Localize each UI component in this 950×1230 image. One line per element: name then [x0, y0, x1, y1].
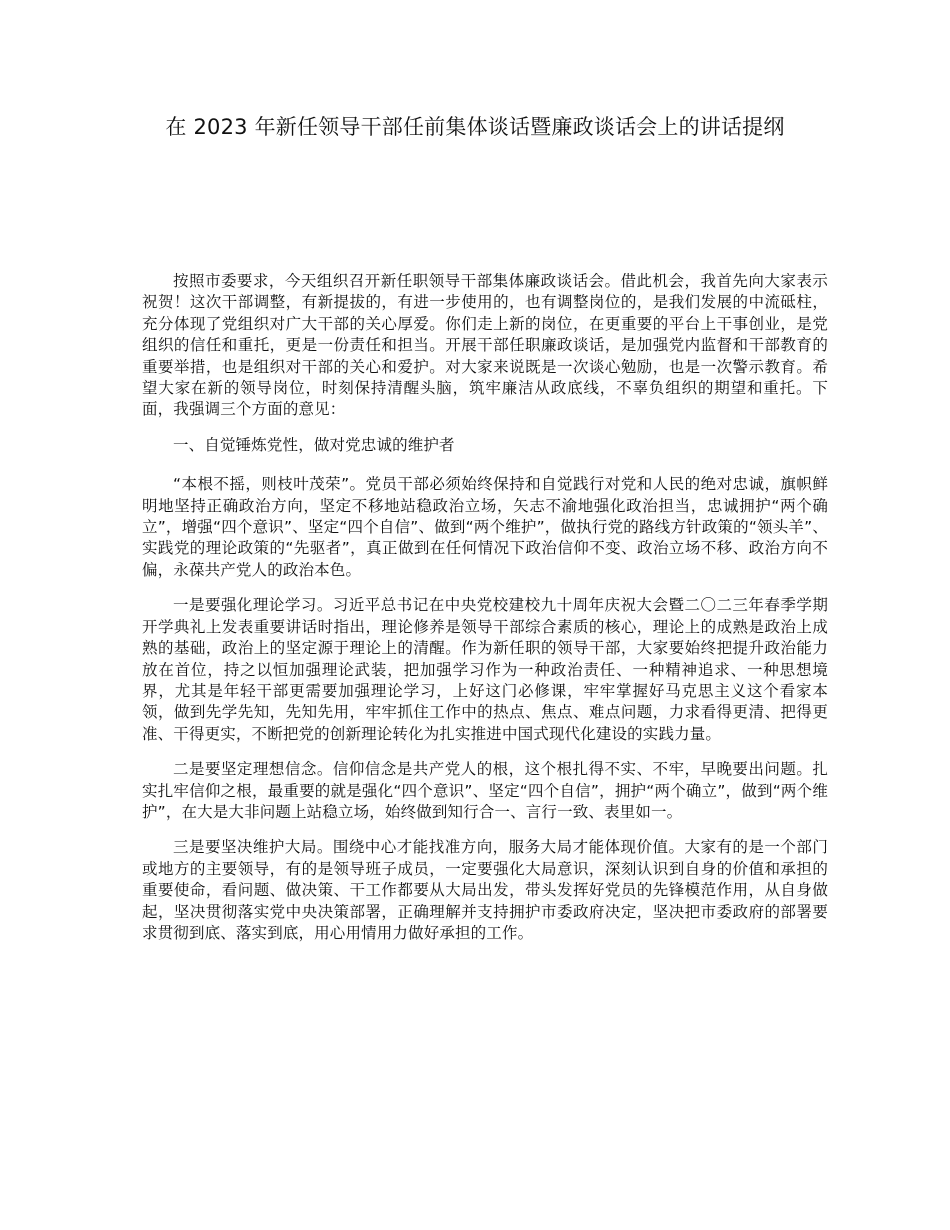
paragraph-theory-study: 一是要强化理论学习。习近平总书记在中央党校建校九十周年庆祝大会暨二〇二三年春季学期开学典礼上发表重要讲话时指出，理论修养是领导干部综合素质的核心，理论上的成熟是政治上成熟的基础，政治上的坚定源于理论上的清醒。作为新任职的领导干部，大家要始终把提升政治能力放在首位，持之以恒加强理论武装，把加强学习作为一种政治责任、一种精神追求、一种思想境界，尤其是年轻干部更需要加强理论学习，上好这门必修课，牢牢掌握好马克思主义这个看家本领，做到先学先知，先知先用，牢牢抓住工作中的热点、焦点、难点问题，力求看得更清、把得更准、干得更实，不断把党的创新理论转化为扎实推进中国式现代化建设的实践力量。	[142, 596, 828, 743]
paragraph-ideals-belief: 二是要坚定理想信念。信仰信念是共产党人的根，这个根扎得不实、不牢，早晚要出问题。扎实扎牢信仰之根，最重要的就是强化“四个意识”、坚定“四个自信”，拥护“两个确立”，做到“两个维护”，在大是大非问题上站稳立场，始终做到知行合一、言行一致、表里如一。	[142, 760, 828, 821]
document-body	[142, 271, 828, 958]
section-heading-1: 一、自觉锤炼党性，做对党忠诚的维护者	[173, 435, 455, 454]
paragraph-loyalty: “本根不摇，则枝叶茂荣”。党员干部必须始终保持和自觉践行对党和人民的绝对忠诚，旗帜鲜明地坚持正确政治方向，坚定不移地站稳政治立场，矢志不渝地强化政治担当，忠诚拥护“两个确立”，增强“四个意识”、坚定“四个自信”、做到“两个维护”，做执行党的路线方针政策的“领头羊”、实践党的理论政策的“先驱者”，真正做到在任何情况下政治信仰不变、政治立场不移、政治方向不偏，永葆共产党人的政治本色。	[142, 475, 828, 579]
paragraph-intro: 按照市委要求，今天组织召开新任职领导干部集体廉政谈话会。借此机会，我首先向大家表示祝贺！这次干部调整，有新提拔的，有进一步使用的，也有调整岗位的，是我们发展的中流砥柱，充分体现了党组织对广大干部的关心厚爱。你们走上新的岗位，在更重要的平台上干事创业，是党组织的信任和重托，更是一份责任和担当。开展干部任职廉政谈话，是加强党内监督和干部教育的重要举措，也是组织对干部的关心和爱护。对大家来说既是一次谈心勉励，也是一次警示教育。希望大家在新的领导岗位，时刻保持清醒头脑，筑牢廉洁从政底线，不辜负组织的期望和重托。下面，我强调三个方面的意见：	[142, 272, 828, 419]
document-title: 在 2023 年新任领导干部任前集体谈话暨廉政谈话会上的讲话提纲	[165, 115, 785, 139]
paragraph-overall-situation: 三是要坚决维护大局。围绕中心才能找准方向，服务大局才能体现价值。大家有的是一个部门或地方的主要领导，有的是领导班子成员，一定要强化大局意识，深刻认识到自身的价值和承担的重要使命，看问题、做决策、干工作都要从大局出发，带头发挥好党员的先锋模范作用，从自身做起，坚决贯彻落实党中央决策部署，正确理解并支持拥护市委政府决定，坚决把市委政府的部署要求贯彻到底、落实到底，用心用情用力做好承担的工作。	[142, 838, 828, 942]
